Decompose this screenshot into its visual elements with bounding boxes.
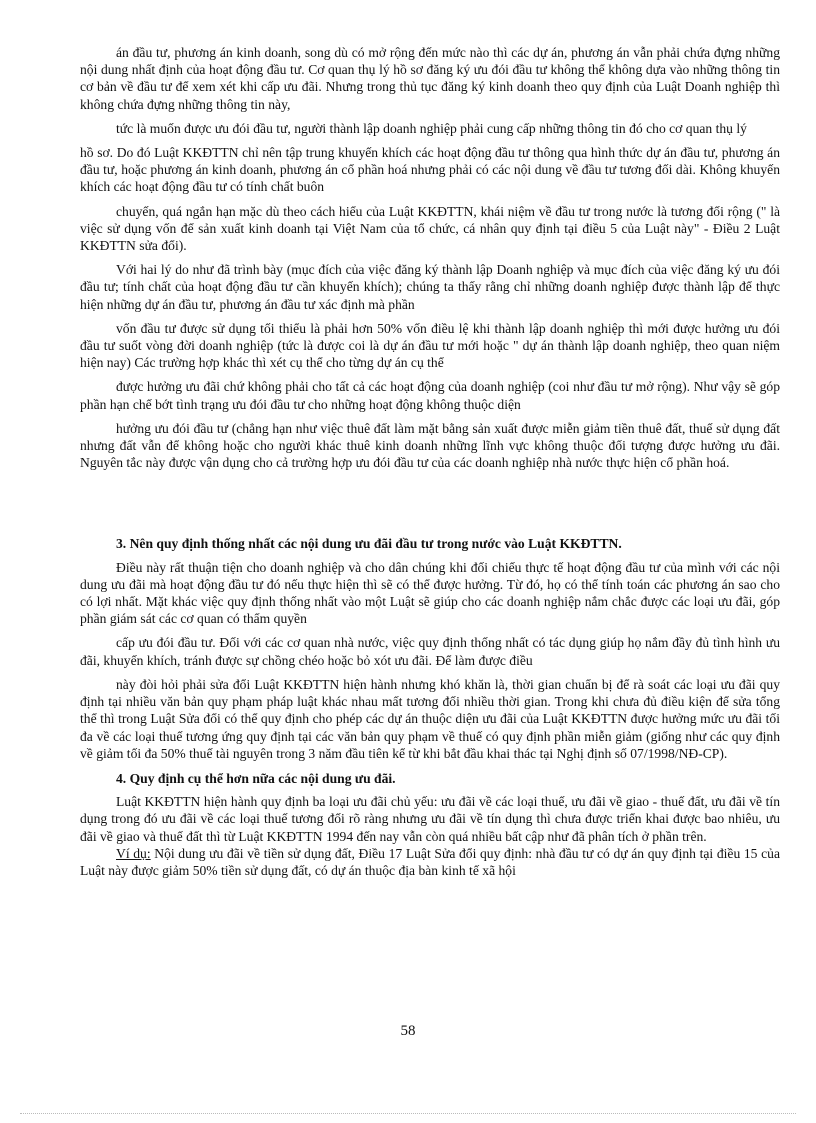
paragraph: cấp ưu đói đầu tư. Đối với các cơ quan nhà nước, việc quy định thống nhất có tác dụng giúp họ nắm đầy đủ tình hình ưu đãi, khuyến khích, tránh được sự chồng chéo hoặc bỏ xót ưu đãi. Để làm được điều <box>80 635 780 668</box>
paragraph: này đòi hỏi phải sửa đổi Luật KKĐTTN hiện hành nhưng khó khăn là, thời gian chuẩn bị để rà soát các loại ưu đãi quy định tại nhiều văn bản quy phạm pháp luật khác nhau mất tương đối nhiều thời gian. Trong khi chưa đủ điều kiện để sửa tổng thể thì trong Luật Sửa đổi có thể quy định cho phép các dự án thuộc diện ưu đãi của Luật KKĐTTN được hưởng mức ưu đãi tối đa về các loại thuế tương ứng quy định tại các văn bản quy phạm về thuế có quy định phần miễn giảm (giống như các quy định về giảm tối đa 50% thuế tài nguyên trong 3 năm đầu tiên kể từ khi bắt đầu khai thác tại Nghị định số 07/1998/NĐ-CP). <box>80 676 780 761</box>
paragraph: án đầu tư, phương án kinh doanh, song dù có mở rộng đến mức nào thì các dự án, phương án vẫn phải chứa đựng những nội dung nhất định của hoạt động đầu tư. Cơ quan thụ lý hồ sơ đăng ký ưu đói đầu tư không thể không dựa vào những thông tin cơ bản về đầu tư để xem xét khi cấp ưu đãi. Nhưng trong thủ tục đăng ký kinh doanh theo quy định của Luật Doanh nghiệp thì không chứa đựng những thông tin này, <box>80 45 780 112</box>
document-body <box>80 44 780 879</box>
paragraph: Điều này rất thuận tiện cho doanh nghiệp và cho dân chúng khi đối chiếu thực tế hoạt động đầu tư của mình với các nội dung ưu đãi mà hoạt động đầu tư đó nếu thực hiện thì sẽ có thể được hưởng. Từ đó, họ có thể tính toán các phương án sao cho có lợi nhất. Mặt khác việc quy định thống nhất vào một Luật sẽ giúp cho các doanh nghiệp nắm chắc được các loại ưu đãi, góp phần giám sát các cơ quan có thẩm quyền <box>80 559 780 627</box>
section-heading: 3. Nên quy định thống nhất các nội dung ưu đãi đầu tư trong nước vào Luật KKĐTTN. <box>116 536 622 552</box>
paragraph: hồ sơ. Do đó Luật KKĐTTN chỉ nên tập trung khuyến khích các hoạt động đầu tư thông qua hình thức dự án đầu tư, phương án đầu tư, hoặc phương án kinh doanh, phương án cổ phần hoá nhưng phải có các nội dung về đầu tư tương đối dài. Không khuyến khích các hoạt động đầu tư có tính chất buôn <box>80 145 780 195</box>
example-text: Nội dung ưu đãi về tiền sử dụng đất, Điều 17 Luật Sửa đổi quy định: nhà đầu tư có dự án quy định tại điều 15 của Luật này được giảm 50% tiền sử dụng đất, có dự án thuộc địa bàn kinh tế xã hội <box>80 845 780 878</box>
page-edge-divider <box>20 1113 796 1114</box>
section-heading: 4. Quy định cụ thể hơn nữa các nội dung ưu đãi. <box>116 770 396 786</box>
paragraph: tức là muốn được ưu đói đầu tư, người thành lập doanh nghiệp phải cung cấp những thông tin đó cho cơ quan thụ lý <box>116 120 747 136</box>
paragraph: chuyến, quá ngắn hạn mặc dù theo cách hiểu của Luật KKĐTTN, khái niệm về đầu tư trong nước là tương đối rộng (" là việc sử dụng vốn để sản xuất kinh doanh tại Việt Nam của tổ chức, cá nhân quy định tại điều 5 của Luật này" - Điều 2 Luật KKĐTTN sửa đổi). <box>80 203 780 254</box>
paragraph: Với hai lý do như đã trình bày (mục đích của việc đăng ký thành lập Doanh nghiệp và mục đích của việc đăng ký ưu đói đầu tư; tính chất của hoạt động đầu tư cần khuyến khích); chúng ta thấy rằng chỉ những doanh nghiệp được thành lập để thực hiện những dự án đầu tư, phương án đầu tư xác định mà phần <box>80 262 780 312</box>
paragraph: được hưởng ưu đãi chứ không phải cho tất cả các hoạt động của doanh nghiệp (coi như đầu tư mở rộng). Như vậy sẽ góp phần hạn chế bớt tình trạng ưu đói đầu tư cho những hoạt động không thuộc diện <box>80 379 780 412</box>
paragraph: hưởng ưu đói đầu tư (chẳng hạn như việc thuê đất làm mặt bằng sản xuất được miễn giảm tiền thuê đất, thuế sử dụng đất nhưng đất vẫn để không hoặc cho người khác thuê kinh doanh những lĩnh vực không thuộc đối tượng được hưởng ưu đãi. Nguyên tắc này được vận dụng cho cả trường hợp ưu đói đầu tư của các doanh nghiệp nhà nước thực hiện cổ phần hoá. <box>80 420 780 471</box>
paragraph: vốn đầu tư được sử dụng tối thiểu là phải hơn 50% vốn điều lệ khi thành lập doanh nghiệp thì mới được hưởng ưu đói đầu tư suốt vòng đời doanh nghiệp (tức là được coi là dự án đầu tư mới hoặc " dự án thành lập doanh nghiệp, theo quan niệm hiện nay) Các trường hợp khác thì xét cụ thể cho từng dự án cụ thể <box>80 320 780 371</box>
paragraph: Luật KKĐTTN hiện hành quy định ba loại ưu đãi chủ yếu: ưu đãi về các loại thuế, ưu đãi về giao - thuế đất, ưu đãi về tín dụng trong đó ưu đãi về các loại thuế tương đối rõ ràng nhưng ưu đãi về tín dụng thì chưa được triển khai được bao nhiêu, ưu đãi về giao và thuế đất thì từ Luật KKĐTTN 1994 đến nay vẫn còn quá nhiều bất cập như đã phân tích ở phần trên. <box>80 794 780 844</box>
page-number: 58 <box>400 1023 416 1039</box>
example-label: Ví dụ: <box>116 845 151 861</box>
example-paragraph <box>80 845 780 879</box>
